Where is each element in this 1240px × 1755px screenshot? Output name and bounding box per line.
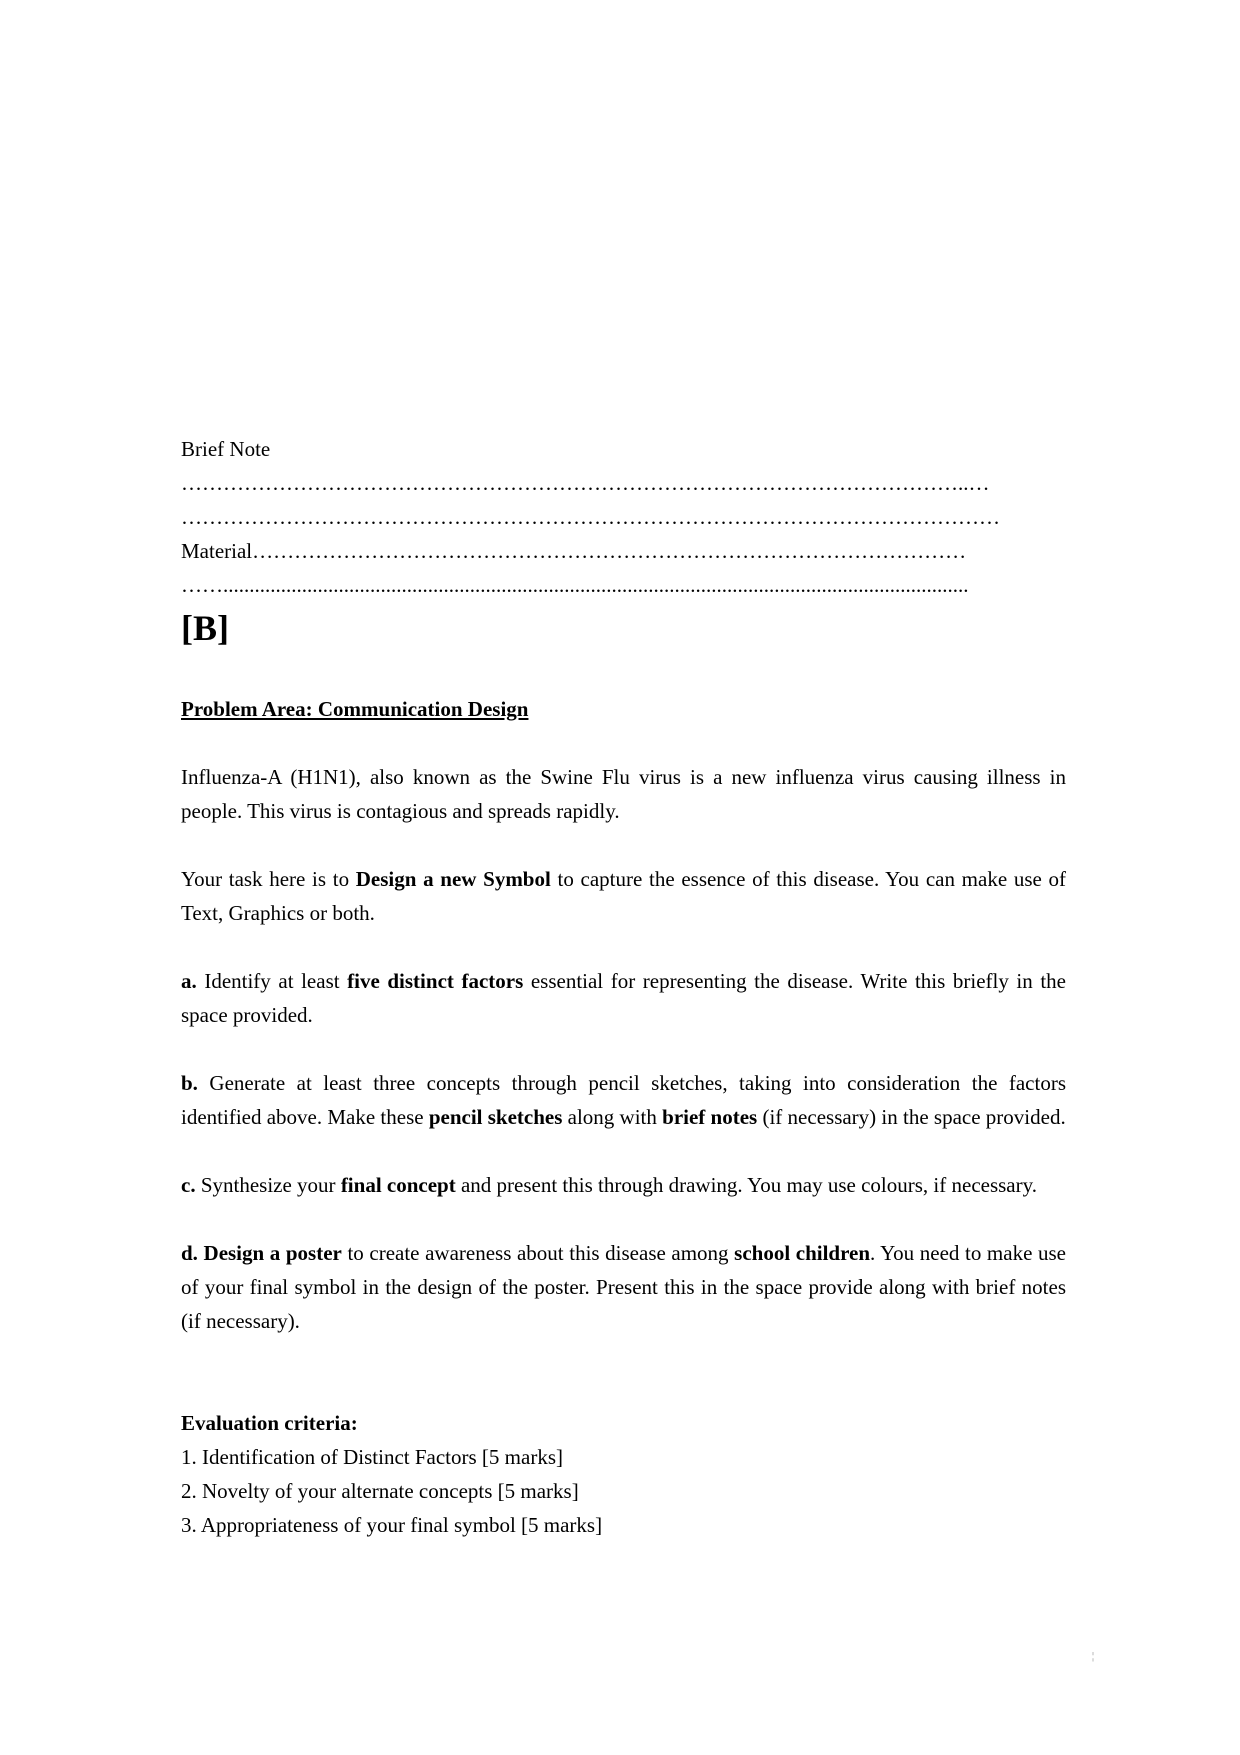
evaluation-title: Evaluation criteria:: [181, 1411, 358, 1435]
dotted-line-3: ……..............................................................................................................................................: [181, 573, 969, 597]
brief-note-label: Brief Note: [181, 437, 271, 461]
item-d-pre: to create awareness about this disease among: [341, 1241, 735, 1265]
item-c-bold: final concept: [340, 1173, 456, 1197]
item-d-label: d. Design a poster: [181, 1241, 342, 1265]
problem-area-heading: Problem Area: Communication Design: [181, 697, 529, 721]
item-d-post: . You need to make use of your final symbol in the design of the poster. Present this in the space provide along with brief notes (if necessary).: [181, 1241, 1066, 1333]
item-b-bold2: brief notes: [662, 1105, 758, 1129]
item-a-pre: Identify at least: [196, 969, 348, 993]
item-c-label: c.: [181, 1173, 196, 1197]
evaluation-item-3: 3. Appropriateness of your final symbol [5 marks]: [181, 1513, 603, 1537]
item-c-pre: Synthesize your: [195, 1173, 341, 1197]
material-line: Material…………………………………………………………………………………………: [181, 539, 967, 563]
item-a-label: a.: [181, 969, 197, 993]
task-post: to capture the essence of this disease. You can make use of Text, Graphics or both.: [181, 867, 1066, 925]
item-c-post: and present this through drawing. You may use colours, if necessary.: [455, 1173, 1038, 1197]
item-c-paragraph: [181, 1168, 1066, 1202]
section-label: [B]: [181, 608, 229, 648]
document-content: [181, 432, 1066, 1542]
item-d-bold: school children: [734, 1241, 871, 1265]
evaluation-item-2: 2. Novelty of your alternate concepts [5 marks]: [181, 1479, 579, 1503]
task-pre: Your task here is to: [181, 867, 356, 891]
item-a-post: essential for representing the disease. Write this briefly in the space provided.: [181, 969, 1066, 1027]
item-b-bold1: pencil sketches: [428, 1105, 563, 1129]
item-d-paragraph: [181, 1236, 1066, 1338]
intro-paragraph: [181, 760, 1066, 828]
item-b-paragraph: [181, 1066, 1066, 1134]
item-a-bold: five distinct factors: [347, 969, 524, 993]
item-b-post: (if necessary) in the space provided.: [757, 1105, 1066, 1129]
page-number-mark: ¦: [1092, 1651, 1095, 1662]
task-paragraph: [181, 862, 1066, 930]
task-bold: Design a new Symbol: [355, 867, 551, 891]
item-a-paragraph: [181, 964, 1066, 1032]
intro-text: Influenza-A (H1N1), also known as the Swine Flu virus is a new influenza virus causing illness in people. This virus is contagious and spreads rapidly.: [181, 765, 1066, 823]
dotted-line-1: …………………………………………………………………………………………………..…: [181, 471, 990, 495]
item-b-mid: along with: [562, 1105, 663, 1129]
evaluation-list: [181, 1440, 1066, 1542]
item-b-label: b.: [181, 1071, 198, 1095]
dotted-line-2: ………………………………………………………………………………………………………: [181, 505, 1000, 529]
item-b-pre: Generate at least three concepts through pencil sketches, taking into consideration the factors identified above. Make these: [181, 1071, 1066, 1129]
evaluation-item-1: 1. Identification of Distinct Factors [5 marks]: [181, 1445, 563, 1469]
